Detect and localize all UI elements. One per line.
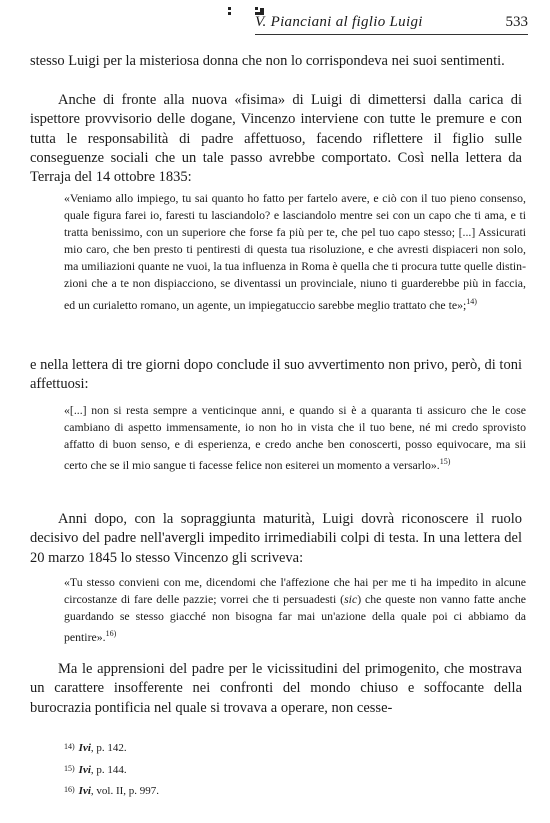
footnote-number: 14)	[64, 742, 75, 751]
quote-text: ) che queste non vanno fatte anche guardando se stesso giacché non bisogna far mai un'azione della quale poi ci abbiamo da pentire».	[64, 592, 527, 645]
running-header	[255, 14, 528, 36]
quote-text: «[...] non si resta sempre a venticinque anni, e quando si è a quaranta ti assicuro che le cose cambiano di aspetto immensamente, io non ho in vista che il tuo bene, né mi credo sprovisto affatto di buon senso, e di esperienza, e credo anche ben conoscerti, posso equivocare, ma sii certo che se il mio sangue ti facesse felice non esiterei un momento a versarlo».	[64, 403, 526, 473]
block-quote-2	[64, 402, 526, 474]
footnote-number: 15)	[64, 763, 75, 773]
sic-mark: sic	[344, 592, 358, 607]
footnote-ref-14: 14)	[466, 296, 477, 306]
footnote-reference: , vol. II, p. 997.	[90, 785, 160, 797]
footnote-ref-15: 15)	[439, 457, 451, 467]
footnotes	[64, 737, 159, 802]
footnote-number: 16)	[64, 785, 75, 794]
footnote-ref-16: 16)	[105, 629, 117, 639]
footnote	[64, 737, 159, 759]
page-number: 533	[505, 14, 528, 30]
paragraph-3: e nella lettera di tre giorni dopo conclude il suo avvertimento non privo, però, di toni affettuosi:	[30, 357, 522, 393]
header-rule	[255, 34, 528, 35]
quote-text: «Veniamo allo impiego, tu sai quanto ho fatto per fartelo avere, e ciò con il tuo pieno consenso, quale figura farei io, faresti tu lasciandolo? e lasciandolo mentre sei con un capo che ti ama, e ti tratta benissimo, con un superiore che forse fa più per te, che pel tuo capo stesso; [...] Assicurati mio caro, che ben presto ti pentiresti di questa tua risoluzione, e che avresti dispiaceri non solo, ma umiliazioni quante ne vuoi, la tua influenza in Roma è quella che ti procura tutte quelle distinzioni che a te non dispiacciono, se diventassi un provinciale, niuno ti guarderebbe più in faccia, ed un curialetto romano, un agente, un impiegatuccio sarebbe meglio trattato che te»;	[64, 191, 526, 312]
footnote-reference: , p. 144.	[90, 763, 127, 776]
footnote-reference: , p. 142.	[90, 742, 127, 754]
footnote-ibid: Ivi	[78, 763, 91, 776]
footnote-ibid: Ivi	[78, 785, 91, 797]
footnote	[64, 780, 159, 802]
quote-text: «Tu stesso convieni con me, dicendomi che l'affezione che hai per me ti ha impedito in alcune circostanze di fare delle pazzie; vorrei che ti persuadesti (	[64, 575, 526, 607]
footnote	[64, 759, 159, 781]
block-quote-1	[64, 190, 526, 314]
paragraph-1: stesso Luigi per la misteriosa donna che non lo corrispondeva nei suoi sentimenti.	[30, 53, 505, 69]
paragraph-5: Ma le apprensioni del padre per le vicissitudini del primogenito, che mostrava un carattere insofferente nei confronti del mondo chiuso e soffocante della burocrazia pontificia nel quale si trovava a operare, non cesse-	[30, 661, 522, 716]
footnote-ibid: Ivi	[78, 742, 91, 754]
running-title: V. Pianciani al figlio Luigi	[255, 14, 423, 30]
block-quote-3	[64, 574, 526, 646]
paragraph-4: Anni dopo, con la sopraggiunta maturità, Luigi dovrà riconoscere il ruolo decisivo del padre nell'avergli impedito irrimediabili colpi di testa. In una lettera del 20 marzo 1845 lo stesso Vincenzo gli scriveva:	[30, 511, 522, 566]
paragraph-2: Anche di fronte alla nuova «fisima» di Luigi di dimettersi dalla carica di ispettore provvisorio delle dogane, Vincenzo interviene con tutte le premure e con tutta le responsabilità di padre affettuoso, facendo riflettere il figlio sulle conseguenze sociali che un tale passo avrebbe comportato. Così nella lettera da Terraja del 14 ottobre 1835:	[30, 92, 522, 186]
